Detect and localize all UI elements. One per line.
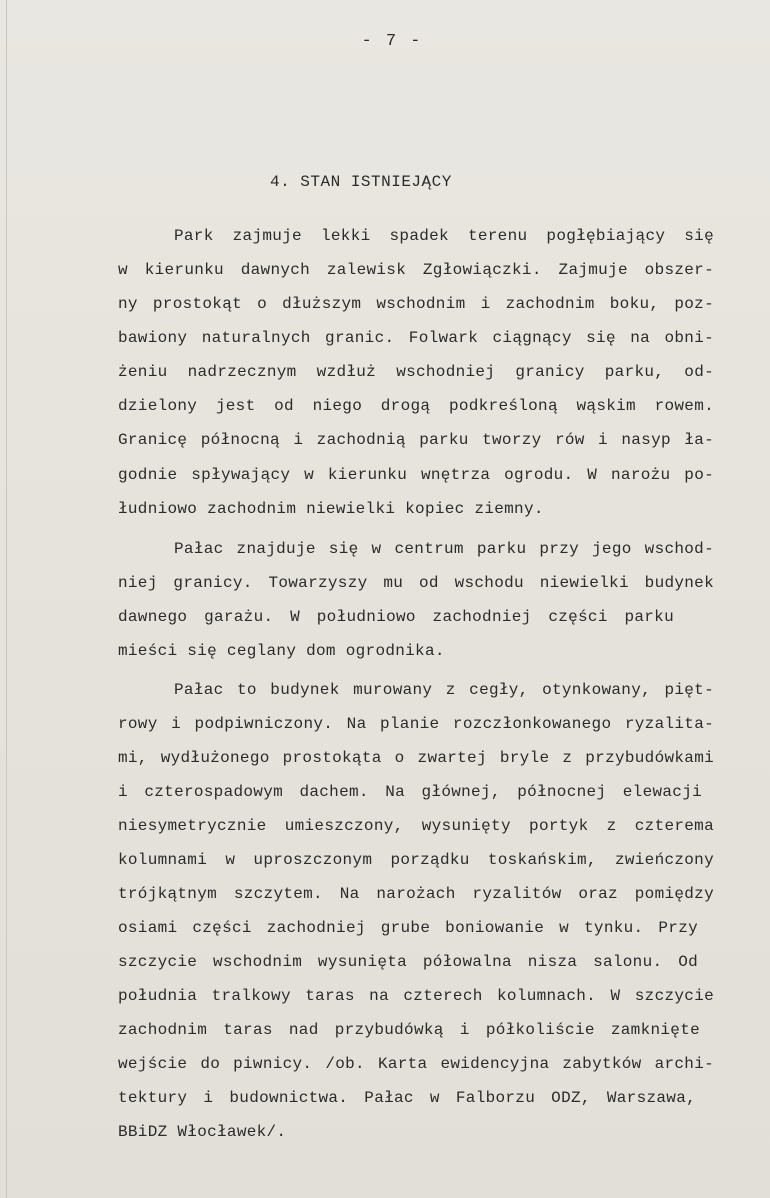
text-line: tektury i budownictwa. Pałac w Falborzu ODZ, Warszawa, bbox=[118, 1089, 696, 1107]
text-line: godnie spływający w kierunku wnętrza ogrodu. W narożu po- bbox=[118, 466, 714, 484]
text-line: Pałac znajduje się w centrum parku przy jego wschod- bbox=[174, 540, 714, 558]
page-number: - 7 - bbox=[361, 32, 423, 51]
text-line: w kierunku dawnych zalewisk Zgłowiączki. Zajmuje obszer- bbox=[118, 261, 714, 279]
text-line: rowy i podpiwniczony. Na planie rozczłonkowanego ryzalita- bbox=[118, 715, 714, 733]
page-edge-line bbox=[6, 0, 7, 1198]
text-line: BBiDZ Włocławek/. bbox=[118, 1123, 287, 1141]
text-line: niesymetrycznie umieszczony, wysunięty portyk z czterema bbox=[118, 817, 714, 835]
text-line: Park zajmuje lekki spadek terenu pogłębiający się bbox=[174, 227, 714, 245]
text-line: i czterospadowym dachem. Na głównej, północnej elewacji bbox=[118, 783, 702, 801]
text-line: bawiony naturalnych granic. Folwark ciągnący się na obni- bbox=[118, 329, 714, 347]
text-line: żeniu nadrzecznym wzdłuż wschodniej granicy parku, od- bbox=[118, 363, 714, 381]
text-line: ny prostokąt o dłuższym wschodnim i zachodnim boku, poz- bbox=[118, 295, 714, 313]
text-line: zachodnim taras nad przybudówką i półkoliście zamknięte bbox=[118, 1021, 700, 1039]
section-heading: 4. STAN ISTNIEJĄCY bbox=[270, 173, 452, 191]
text-line: Pałac to budynek murowany z cegły, otynkowany, pięt- bbox=[174, 681, 714, 699]
text-line: dzielony jest od niego drogą podkreśloną wąskim rowem. bbox=[118, 397, 714, 415]
text-line: łudniowo zachodnim niewielki kopiec ziemny. bbox=[118, 500, 544, 518]
text-line: kolumnami w uproszczonym porządku toskańskim, zwieńczony bbox=[118, 851, 714, 869]
text-line: trójkątnym szczytem. Na narożach ryzalitów oraz pomiędzy bbox=[118, 885, 714, 903]
text-line: dawnego garażu. W południowo zachodniej części parku bbox=[118, 608, 674, 626]
text-line: osiami części zachodniej grube boniowanie w tynku. Przy bbox=[118, 919, 698, 937]
text-line: Granicę północną i zachodnią parku tworzy rów i nasyp ła- bbox=[118, 431, 714, 449]
text-line: szczycie wschodnim wysunięta półowalna nisza salonu. Od bbox=[118, 953, 698, 971]
text-line: wejście do piwnicy. /ob. Karta ewidencyjna zabytków archi- bbox=[118, 1055, 714, 1073]
text-line: niej granicy. Towarzyszy mu od wschodu niewielki budynek bbox=[118, 574, 714, 592]
text-line: mi, wydłużonego prostokąta o zwartej bryle z przybudówkami bbox=[118, 749, 714, 767]
text-line: mieści się ceglany dom ogrodnika. bbox=[118, 642, 445, 660]
text-line: południa tralkowy taras na czterech kolumnach. W szczycie bbox=[118, 987, 714, 1005]
